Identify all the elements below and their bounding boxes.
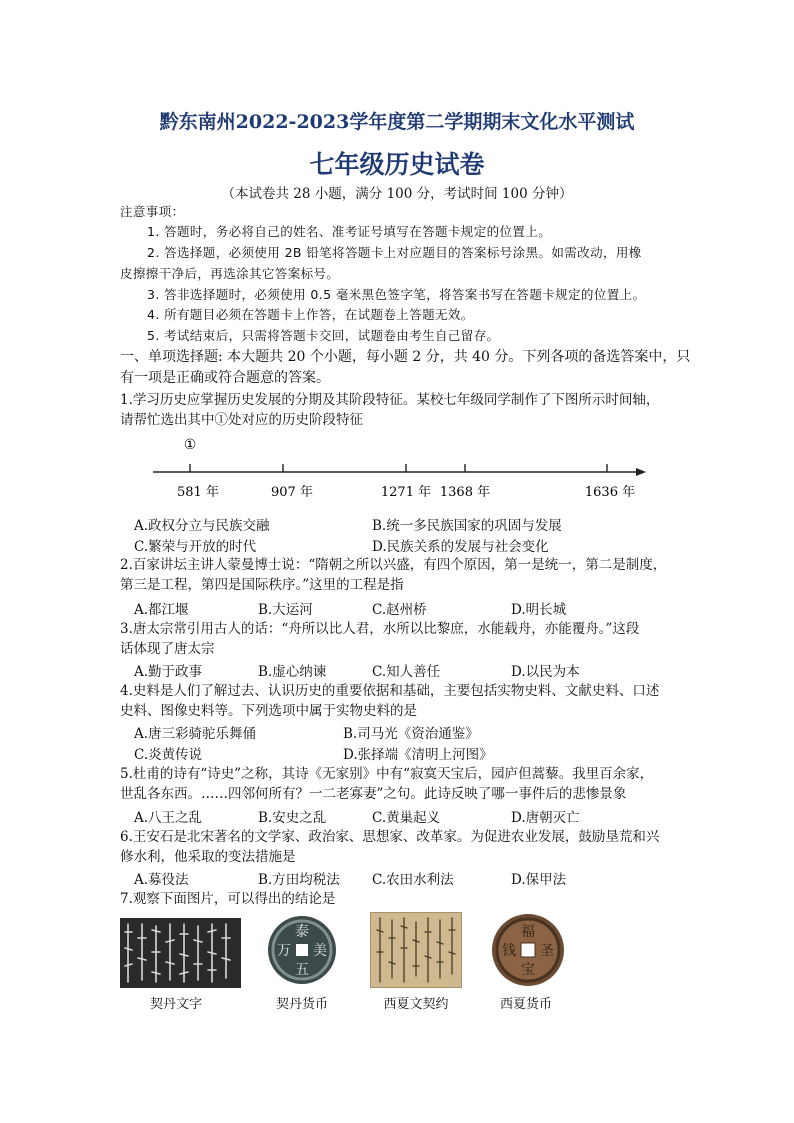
caption-tangut-coin: 西夏货币 [499,997,552,1012]
q5-option-b: B.安史之乱 [258,810,327,826]
timeline-label-1636: 1636 年 [584,485,636,500]
exam-subtitle: 七年级历史试卷 [309,150,485,179]
note-item-5: 5. 考试结束后，只需将答题卡交回，试题卷由考生自己留存。 [147,328,500,343]
q1-stem-line2: 请帮忙选出其中①处对应的历史阶段特征 [120,412,363,428]
caption-khitan-coin: 契丹货币 [275,997,328,1012]
q5-option-c: C.黄巢起义 [372,810,441,826]
section1-line1: 一、单项选择题: 本大题共 20 个小题，每小题 2 分，共 40 分。下列各项的备选答案中，只 [120,349,691,365]
q3-option-a: A.勤于政事 [134,664,203,680]
q7-stem: 7.观察下面图片，可以得出的结论是 [120,891,336,907]
q6-option-d: D.保甲法 [511,872,567,888]
q1-option-b: B.统一多民族国家的巩固与发展 [372,518,562,534]
q2-option-a: A.都江堰 [134,602,189,618]
timeline [140,430,660,505]
note-item-3: 3. 答非选择题时，必须使用 0.5 毫米黑色签字笔，将答案书写在答题卡规定的位置上。 [147,287,646,302]
q6-option-c: C.农田水利法 [372,872,454,888]
q5-stem-line2: 世乱各东西。……四邻何所有？一二老寡妻”之句。此诗反映了哪一事件后的悲惨景象 [120,786,627,802]
q2-option-b: B.大运河 [258,602,313,618]
q3-option-d: D.以民为本 [511,664,580,680]
q4-option-a: A.唐三彩骑驼乐舞俑 [134,726,257,742]
khitan-coin-image [266,914,338,986]
q5-option-d: D.唐朝灭亡 [511,810,580,826]
timeline-arrow [636,468,646,476]
q2-stem-line1: 2.百家讲坛主讲人蒙曼博士说：“隋朝之所以兴盛，有四个原因，第一是统一，第二是制度， [120,557,667,573]
timeline-label-581: 581 年 [177,485,219,500]
q6-stem-line1: 6.王安石是北宋著名的文学家、政治家、思想家、改革家。为促进农业发展，鼓励垦荒和兴 [120,829,660,845]
q6-option-a: A.募役法 [134,872,189,888]
tangut-coin-char-right: 圣 [540,943,554,959]
q4-stem-line2: 史料、图像史料等。下列选项中属于实物史料的是 [120,703,417,719]
q3-option-b: B.虚心纳谏 [258,664,327,680]
notes-heading: 注意事项： [120,204,185,219]
khitan-script-image [120,918,241,988]
q3-stem-line2: 话体现了唐太宗 [120,641,215,657]
q1-stem-line1: 1.学习历史应掌握历史发展的分期及其阶段特征。某校七年级同学制作了下图所示时间轴， [120,392,660,408]
exam-info: （本试卷共 28 小题，满分 100 分，考试时间 100 分钟） [221,186,573,202]
timeline-label-1368: 1368 年 [439,485,491,500]
q2-option-d: D.明长城 [511,602,567,618]
note-item-1: 1. 答题时，务必将自己的姓名、准考证号填写在答题卡规定的位置上。 [147,224,552,239]
khitan-coin-char-top: 泰 [295,924,309,940]
q1-option-c: C.繁荣与开放的时代 [134,539,257,555]
khitan-coin-char-left: 万 [277,943,291,959]
q2-option-c: C.赵州桥 [372,602,427,618]
q6-stem-line2: 修水利，他采取的变法措施是 [120,849,296,865]
caption-khitan-script: 契丹文字 [149,997,202,1012]
timeline-label-907: 907 年 [271,485,313,500]
q4-option-d: D.张择端《清明上河图》 [343,747,493,763]
q4-option-c: C.炎黄传说 [134,747,203,763]
q6-option-b: B.方田均税法 [258,872,340,888]
note-item-2-cont: 皮擦擦干净后，再选涂其它答案标号。 [120,266,340,281]
exam-title: 黔东南州2022-2023学年度第二学期期末文化水平测试 [159,111,635,133]
tangut-coin-char-left: 钱 [502,943,516,959]
tangut-coin-char-bottom: 宝 [521,962,535,978]
tangut-coin-image [490,912,566,988]
q5-stem-line1: 5.杜甫的诗有“诗史”之称，其诗《无家别》中有“寂寞天宝后，园庐但蒿藜。我里百余家， [120,766,654,782]
q5-option-a: A.八王之乱 [134,810,203,826]
timeline-label-1271: 1271 年 [380,485,432,500]
note-item-2: 2. 答选择题，必须使用 2B 铅笔将答题卡上对应题目的答案标号涂黑。如需改动，用橡 [147,245,642,260]
q2-stem-line2: 第三是工程，第四是国际秩序。”这里的工程是指 [120,577,404,593]
q4-option-b: B.司马光《资治通鉴》 [343,726,479,742]
tangut-contract-image [370,912,462,988]
timeline-marker: ① [183,437,197,453]
q1-option-d: D.民族关系的发展与社会变化 [372,539,549,555]
khitan-coin-char-right: 美 [313,943,327,959]
q4-stem-line1: 4.史料是人们了解过去、认识历史的重要依据和基础，主要包括实物史料、文献史料、口述 [120,683,660,699]
q1-option-a: A.政权分立与民族交融 [134,518,270,534]
tangut-coin-char-top: 福 [521,924,535,940]
caption-tangut-contract: 西夏文契约 [383,997,449,1012]
note-item-4: 4. 所有题目必须在答题卡上作答，在试题卷上答题无效。 [147,307,474,322]
q3-stem-line1: 3.唐太宗常引用古人的话：“舟所以比人君，水所以比黎庶，水能载舟，亦能覆舟。”这段 [120,621,640,637]
khitan-coin-char-bottom: 五 [295,962,309,978]
q3-option-c: C.知人善任 [372,664,441,680]
section1-line2: 有一项是正确或符合题意的答案。 [120,370,330,386]
